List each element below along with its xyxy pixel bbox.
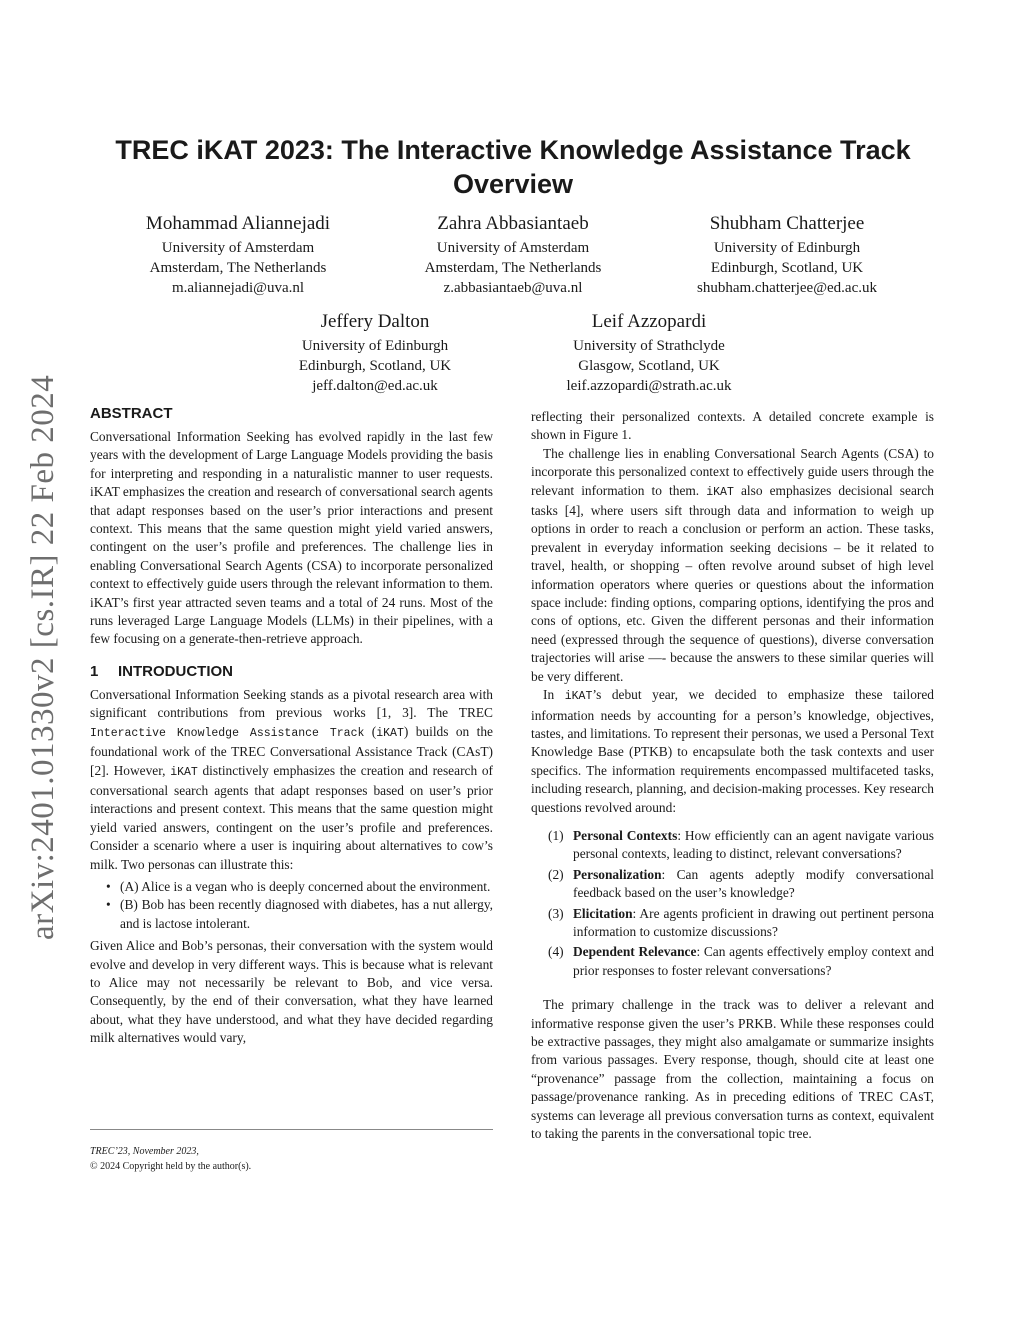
author-block — [637, 212, 937, 298]
venue-note: TREC’23, November 2023, — [90, 1146, 199, 1157]
author-name: Mohammad Aliannejadi — [145, 213, 331, 234]
list-item: (1) Personal Contexts: How efficiently can an agent navigate various personal contexts, leading to distinct, relevant conversations? — [548, 827, 935, 862]
author-location: Amsterdam, The Netherlands — [424, 260, 602, 276]
author-name: Leif Azzopardi — [591, 311, 707, 332]
ikat-term: iKAT — [170, 765, 198, 779]
author-location: Edinburgh, Scotland, UK — [298, 358, 452, 374]
arxiv-identifier: arXiv:2401.01330v2 [cs.IR] 22 Feb 2024 — [25, 374, 61, 940]
intro-paragraph: The primary challenge in the track was to deliver a relevant and informative response given the user’s PRKB. While these responses could be extractive passages, they might also amalgamate or summarize insights from various passages. Every response, though, should cite at least one “provenance” passage from the collection, maintaining a focus on passage/provenance ranking. As in preceding editions of TREC CAsT, systems can leverage all previous conversation turns as context, equivalent to taking the parents in the conversational topic tree. — [531, 997, 934, 1142]
copyright-note: © 2024 Copyright held by the author(s). — [90, 1161, 252, 1172]
author-email[interactable]: m.aliannejadi@uva.nl — [171, 280, 305, 296]
author-affiliation: University of Amsterdam — [161, 240, 315, 256]
right-column — [531, 408, 934, 1143]
abstract-text: Conversational Information Seeking has evolved rapidly in the last few years with the development of Large Language Models providing the basis for interpreting and responding in a naturalistic manner to user requests. iKAT emphasizes the creation and research of conversational search agents that adapt responses based on the user’s prior interactions and present context. This means that the same question might yield varied answers, contingent on the user’s profile and preferences. The challenge lies in enabling Conversational Search Agents (CSA) to incorporate personalized context to effectively guide users through the relevant information to them. iKAT’s first year attracted seven teams and a total of 24 runs. Most of the runs leveraged Large Language Models (LLMs) in their pipelines, with a few focusing on a generate-then-retrieve approach. — [90, 429, 493, 647]
track-name: Interactive Knowledge Assistance Track — [90, 726, 365, 740]
ikat-term: iKAT — [376, 726, 404, 740]
intro-paragraph: In iKAT’s debut year, we decided to emphasize these tailored information needs by accounting for a person’s knowledge, objectives, tastes, and limitations. To represent their personas, we used a Personal Text Knowledge Base (PTKB) to encapsulate both the task contexts and user specifics. The information requirements encompassed multifaceted tasks, including research, planning, and decision-making processes. Key research questions revolved around: — [531, 687, 934, 815]
author-email[interactable]: shubham.chatterjee@ed.ac.uk — [697, 280, 877, 296]
abstract-heading: ABSTRACT — [90, 405, 173, 422]
author-location: Amsterdam, The Netherlands — [149, 260, 327, 276]
author-name: Shubham Chatterjee — [709, 213, 865, 234]
section-number: 1 — [90, 662, 99, 680]
intro-paragraph: Conversational Information Seeking stands as a pivotal research area with significant contributions from previous works [1, 3]. The TREC Interactive Knowledge Assistance Track (iKAT) builds on the foundational work of the TREC Conversational Assistance Track (CAsT) [2]. However, iKAT distinctively emphasizes the creation and research of conversational search agents that adapt responses based on user’s prior interactions and present context. This means that the same question might yield varied answers, contingent on the user’s profile and preferences. Consider a scenario where a user is inquiring about alternatives to cow’s milk. Two personas can illustrate this: — [90, 686, 493, 872]
author-location: Edinburgh, Scotland, UK — [710, 260, 864, 276]
list-item: • (B) Bob has been recently diagnosed with diabetes, has a nut allergy, and is lactose intolerant. — [120, 896, 493, 933]
intro-paragraph: Given Alice and Bob’s personas, their conversation with the system would evolve and develop in very different ways. This is because what is relevant to Alice may not necessarily be relevant to Bob, and vice versa. Consequently, by the end of their conversation, what they have learned about, what they have understood, and what they have decided regarding milk alternatives would vary, — [90, 938, 493, 1046]
list-item: (3) Elicitation: Are agents proficient in drawing out pertinent persona information to customize discussions? — [548, 905, 934, 939]
author-affiliation: University of Amsterdam — [436, 240, 590, 256]
author-email[interactable]: leif.azzopardi@strath.ac.uk — [566, 378, 732, 394]
author-block — [499, 310, 799, 396]
research-questions — [531, 827, 934, 980]
author-block — [363, 212, 663, 298]
author-affiliation: University of Edinburgh — [713, 240, 861, 256]
ikat-term: iKAT — [706, 485, 734, 499]
intro-paragraph: reflecting their personalized contexts. A detailed concrete example is shown in Figure 1. — [531, 409, 934, 443]
list-item: • (A) Alice is a vegan who is deeply concerned about the environment. — [120, 878, 493, 896]
paper-title: TREC iKAT 2023: The Interactive Knowledge Assistance Track Overview — [115, 135, 911, 199]
section-title: INTRODUCTION — [118, 662, 233, 680]
footnote-divider — [90, 1129, 493, 1130]
ikat-term: iKAT — [564, 690, 593, 704]
list-item: (2) Personalization: Can agents adeptly modify conversational feedback based on the user’s knowledge? — [548, 866, 934, 901]
list-item: (4) Dependent Relevance: Can agents effectively employ context and prior responses to foster relevant conversations? — [548, 944, 935, 978]
author-name: Zahra Abbasiantaeb — [437, 213, 589, 234]
author-affiliation: University of Strathclyde — [573, 338, 725, 354]
footnote — [90, 1144, 493, 1174]
author-location: Glasgow, Scotland, UK — [578, 358, 720, 374]
intro-paragraph: The challenge lies in enabling Conversational Search Agents (CSA) to incorporate this personalized context to effectively guide users through the relevant information to them. iKAT also emphasizes decisional search tasks [4], where users sift through data and information to weigh up options in order to reach a conclusion or perform an action. These tasks, prevalent in everyday information seeking decisions – be it related to travel, health, or shopping – often revolve around subset of high level information operators where queries or questions about the information space include: finding options, comparing options, identifying the pros and cons of options, etc. Given the different personas and their information need (expressed through the sequence of questions), diverse conversation trajectories will arise —- because the answers to these similar queries will be very different. — [531, 445, 934, 684]
author-name: Jeffery Dalton — [320, 311, 430, 332]
author-block — [88, 212, 388, 298]
left-column — [90, 404, 493, 1048]
introduction-heading — [90, 662, 493, 682]
author-affiliation: University of Edinburgh — [301, 338, 449, 354]
persona-list — [90, 878, 493, 933]
author-email[interactable]: z.abbasiantaeb@uva.nl — [443, 280, 583, 296]
author-email[interactable]: jeff.dalton@ed.ac.uk — [312, 378, 438, 394]
author-block — [225, 310, 525, 396]
